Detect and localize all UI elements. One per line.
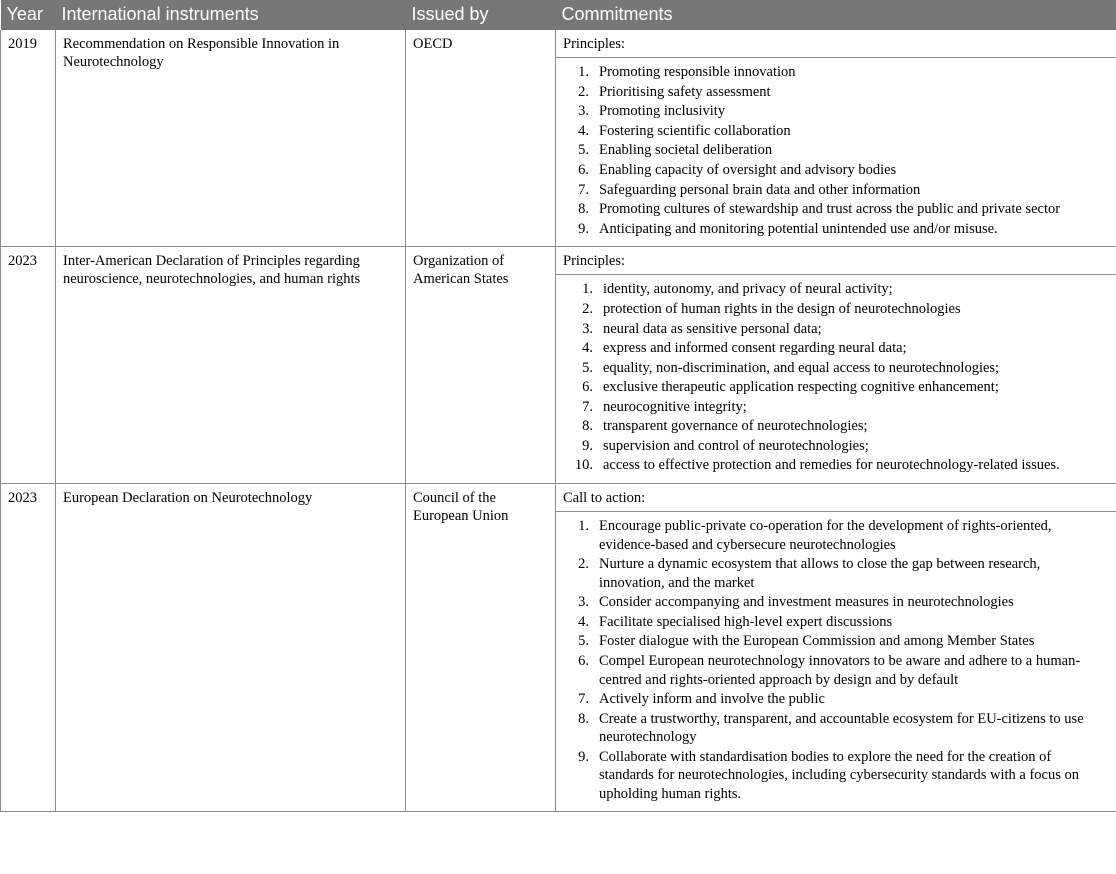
commitments-list [563,517,1109,803]
commitments-list [563,63,1109,238]
cell-year: 2023 [1,483,56,811]
commitments-list-wrap [556,275,1116,482]
list-item: Anticipating and monitoring potential unintended use and/or misuse. [599,220,998,237]
list-item: exclusive therapeutic application respecting cognitive enhancement; [603,379,999,396]
table-body [1,30,1116,812]
cell-commitments [556,30,1116,247]
table-row [1,247,1116,484]
cell-issued-by: Council of the European Union [406,483,556,811]
cell-issued-by: Organization of American States [406,247,556,484]
list-item: Promoting responsible innovation [599,64,796,81]
list-item: Nurture a dynamic ecosystem that allows to close the gap between research, innovation, and the market [599,556,1041,591]
list-item: Create a trustworthy, transparent, and accountable ecosystem for EU-citizens to use neurotechnology [599,710,1084,746]
table-header [1,0,1116,30]
list-item: Fostering scientific collaboration [599,122,791,139]
header-row [1,0,1116,30]
table-row [1,30,1116,247]
commitments-label: Principles: [556,30,1116,58]
list-item: transparent governance of neurotechnologies; [603,418,868,435]
commitments-list-wrap [556,512,1116,811]
list-item: protection of human rights in the design of neurotechnologies [603,301,961,317]
list-item: Actively inform and involve the public [599,691,825,708]
list-item: access to effective protection and remedies for neurotechnology-related issues. [603,457,1060,474]
commitments-label: Call to action: [556,484,1116,512]
list-item: supervision and control of neurotechnologies; [603,437,869,454]
cell-instrument: European Declaration on Neurotechnology [56,483,406,811]
table-row [1,483,1116,811]
list-item: Consider accompanying and investment measures in neurotechnologies [599,594,1014,611]
list-item: Encourage public-private co-operation for the development of rights-oriented, evidence-based and cybersecure neurotechnologies [599,518,1052,553]
cell-issued-by: OECD [406,30,556,247]
list-item: Enabling capacity of oversight and advisory bodies [599,162,897,178]
commitments-list-wrap [556,58,1116,246]
list-item: Compel European neurotechnology innovators to be aware and adhere to a human-centred and rights-oriented approach by design and by default [599,653,1081,688]
list-item: neurocognitive integrity; [603,398,747,415]
list-item: identity, autonomy, and privacy of neural activity; [603,281,893,298]
cell-commitments [556,247,1116,484]
cell-instrument: Recommendation on Responsible Innovation in Neurotechnology [56,30,406,247]
list-item: Enabling societal deliberation [599,142,773,159]
list-item: Facilitate specialised high-level expert discussions [599,613,893,630]
list-item: Collaborate with standardisation bodies to explore the need for the creation of standards for neurotechnologies, including cybersecurity standards with a focus on upholding human rights. [599,748,1079,802]
cell-year: 2023 [1,247,56,484]
column-header-instruments: International instruments [56,0,406,30]
list-item: Foster dialogue with the European Commission and among Member States [599,633,1035,650]
cell-instrument: Inter-American Declaration of Principles regarding neuroscience, neurotechnologies, and human rights [56,247,406,484]
list-item: equality, non-discrimination, and equal access to neurotechnologies; [603,359,1000,376]
column-header-issued-by: Issued by [406,0,556,30]
column-header-year: Year [1,0,56,30]
cell-commitments [556,483,1116,811]
list-item: Safeguarding personal brain data and other information [599,181,921,198]
commitments-list [563,280,1109,474]
list-item: express and informed consent regarding neural data; [603,340,907,357]
list-item: Prioritising safety assessment [599,83,771,100]
list-item: neural data as sensitive personal data; [603,320,822,337]
cell-year: 2019 [1,30,56,247]
list-item: Promoting inclusivity [599,103,726,120]
column-header-commitments: Commitments [556,0,1116,30]
commitments-label: Principles: [556,247,1116,275]
list-item: Promoting cultures of stewardship and trust across the public and private sector [599,201,1061,218]
